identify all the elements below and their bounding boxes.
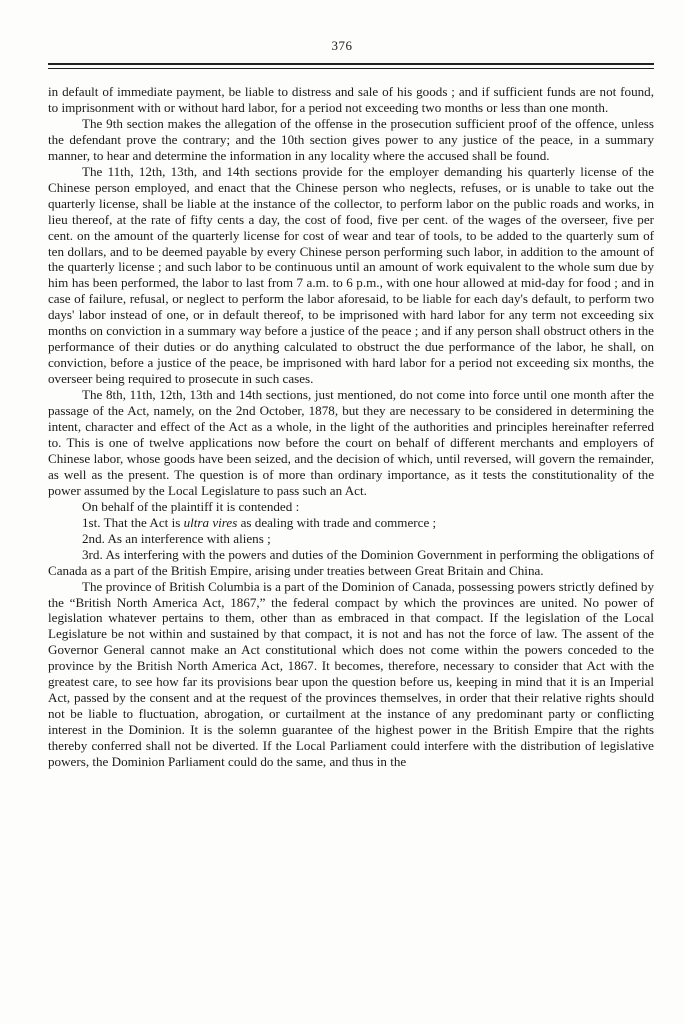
paragraph-contention-3: 3rd. As interfering with the powers and duties of the Dominion Government in performing the obligations of Canada as a part of the British Empire, arising under treaties between Great Britain and China. bbox=[48, 546, 654, 578]
header-rule-thin bbox=[48, 68, 654, 69]
page-number: 376 bbox=[331, 38, 353, 53]
paragraph-british-columbia: The province of British Columbia is a part of the Dominion of Canada, possessing powers strictly defined by the “British North America Act, 1867,” the federal compact by which the provinces are united. No power of legislation whatever pertains to them, other than as embraced in that compact. If the legislation of the Local Legislature be not within and sustained by that compact, it is not and has not the force of law. The assent of the Governor General cannot make an Act constitutional which does not come within the powers conceded to the province by the British North America Act, 1867. It becomes, therefore, necessary to consider that Act with the greatest care, to see how far its provisions bear upon the question before us, keeping in mind that it is an Imperial Act, passed by the consent and at the request of the provinces themselves, in order that their relative rights should not be liable to fluctuation, abrogation, or curtailment at the instance of any predominant party or conflicting interest in the Dominion. It is the solemn guarantee of the highest power in the British Empire that the rights thereby conferred shall not be diverted. If the Local Parliament could interfere with the distribution of legislative powers, the Dominion Parliament could do the same, and thus in the bbox=[48, 578, 654, 770]
paragraph-contention-intro: On behalf of the plaintiff it is contended : bbox=[82, 498, 300, 514]
paragraph-sections-11-14: The 11th, 12th, 13th, and 14th sections provide for the employer demanding his quarterly license of the Chinese person employed, and enact that the Chinese person who neglects, refuses, or is unable to take out the quarterly license, shall be liable at the instance of the collector, to perform labor on the public roads and works, in lieu thereof, at the rate of fifty cents a day, the cost of food, five per cent. of the wages of the overseer, five per cent. on the amount of the quarterly license for cost of wear and tear of tools, to be added to the quarterly sum of ten dollars, and to be deemed payable by every Chinese person performing such labor, in addition to the amount of the quarterly license ; and such labor to be continuous until an amount of work equivalent to the whole sum due by him has been performed, the labor to last from 7 a.m. to 6 p.m., with one hour allowed at mid-day for food ; and in case of failure, refusal, or neglect to perform the labor aforesaid, to be liable for each day's default, to perform two days' labor instead of one, or in default thereof, to be imprisoned with hard labor for any term not exceeding six months on conviction in a summary way before a justice of the peace ; and if any person shall obstruct others in the performance of their duties or do anything calculated to obstruct the due performance of the labor, he shall, on conviction, before a justice of the peace, be imprisoned with hard labor for a period not exceeding six months, the overseer being required to prosecute in such cases. bbox=[48, 163, 654, 387]
body-text bbox=[48, 84, 654, 770]
contention-1-post: as dealing with trade and commerce ; bbox=[237, 514, 437, 530]
paragraph-continuation: in default of immediate payment, be liable to distress and sale of his goods ; and if sufficient funds are not found, to imprisonment with or without hard labor, for a period not exceeding two months or less than one month. bbox=[48, 84, 654, 115]
contention-1-pre: 1st. That the Act is bbox=[82, 514, 184, 530]
paragraph-force-date: The 8th, 11th, 12th, 13th and 14th sections, just mentioned, do not come into force until one month after the passage of the Act, namely, on the 2nd October, 1878, but they are necessary to be considered in determining the intent, character and effect of the Act as a whole, in the light of the authorities and principles hereinafter referred to. This is one of twelve applications now before the court on behalf of different merchants and employers of Chinese labor, whose goods have been seized, and the decision of which, until reversed, will govern the remainder, as well as the present. The question is of more than ordinary importance, as it tests the constitutionality of the power assumed by the Local Legislature to pass such an Act. bbox=[48, 387, 654, 498]
paragraph-contention-1 bbox=[48, 515, 654, 531]
contention-1-italic: ultra vires bbox=[183, 514, 238, 530]
paragraph-contention-2: 2nd. As an interference with aliens ; bbox=[82, 530, 271, 546]
paragraph-section-9-10: The 9th section makes the allegation of the offense in the prosecution sufficient proof of the offence, unless the defendant prove the contrary; and the 10th section gives power to any justice of the peace, in a summary manner, to hear and determine the information in any locality where the accused shall be found. bbox=[48, 115, 654, 163]
header-rule-thick bbox=[48, 63, 654, 65]
